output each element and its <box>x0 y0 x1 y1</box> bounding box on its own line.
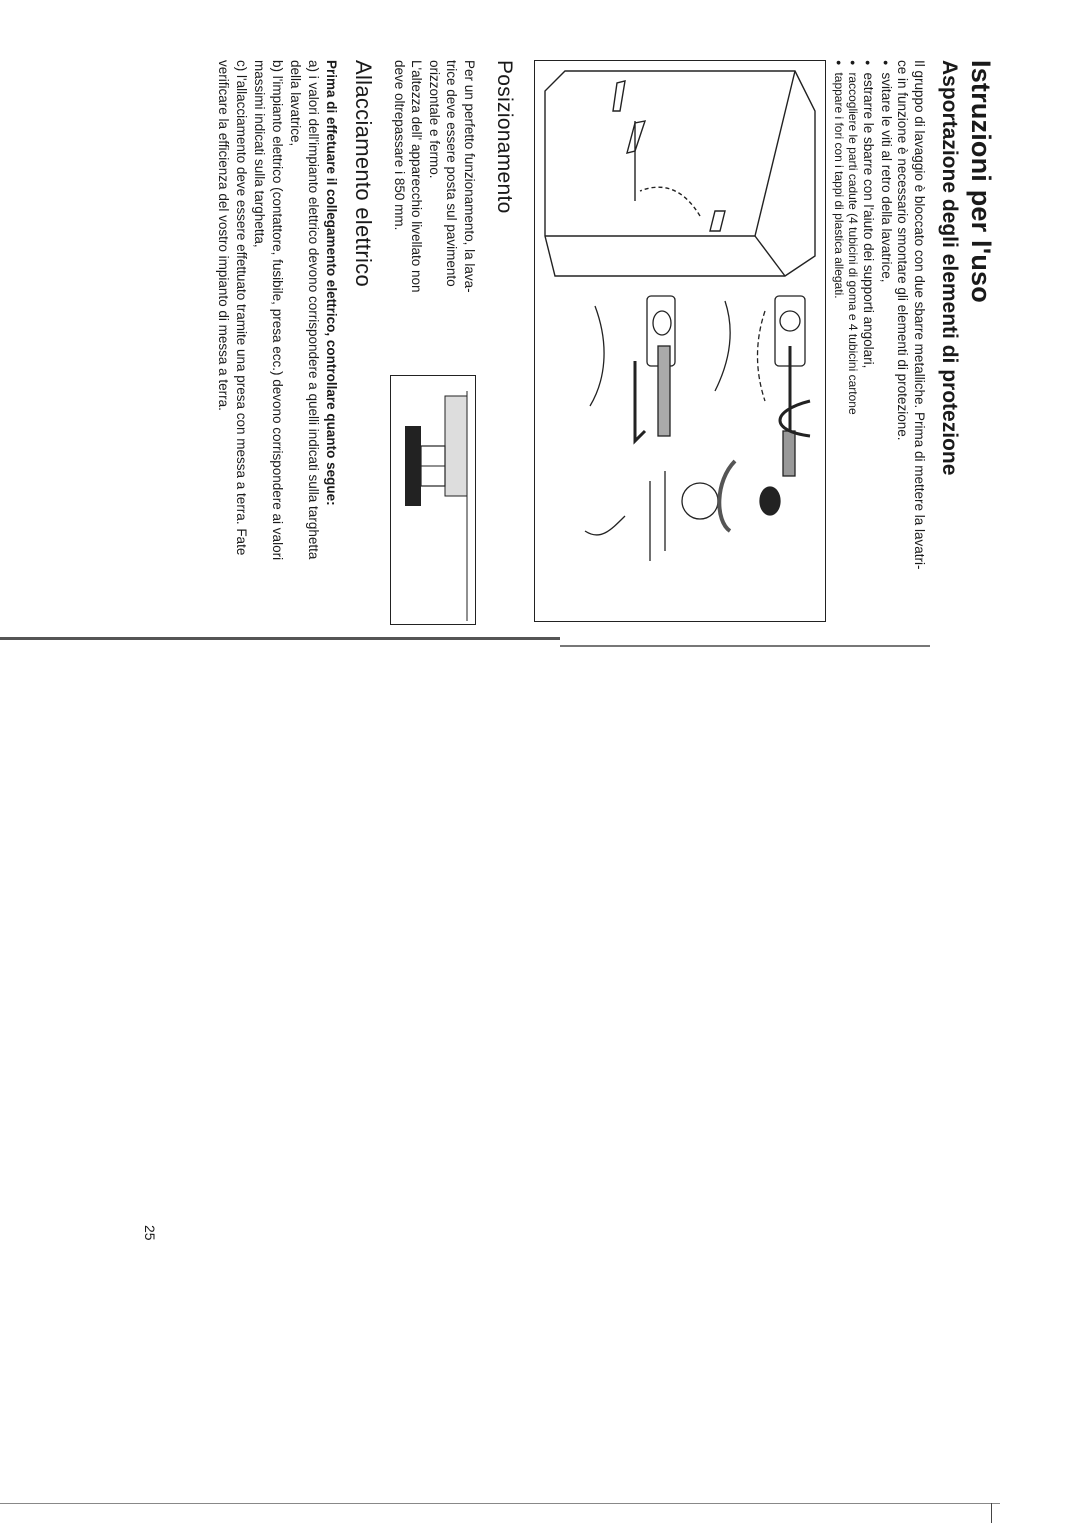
screw-removal-drawing <box>715 296 810 476</box>
intro-line: Il gruppo di lavaggio è bloccato con due sbarre metalliche. Prima di mettere la lavatri- <box>912 60 927 570</box>
list-item: ● svitare le viti al retro della lavatrice, <box>877 60 895 620</box>
positioning-line: orizzontale e fermo. <box>427 60 442 179</box>
electrical-item-a: della lavatrice, <box>288 60 303 147</box>
list-item: ● estrarre le sbarre con l'aiuto dei supporti angolari, <box>859 60 877 620</box>
electrical-item-c: c) l'allacciamento deve essere effettuato tramite una presa con messa a terra. Fate <box>234 60 249 556</box>
list-item: ● raccogliere le parti cadute (4 tubicini di goma e 4 tubicini cartone <box>845 60 859 620</box>
scan-bottom-edge <box>0 1503 1000 1504</box>
electrical-item-b: b) l'impianto elettrico (contattore, fusibile, presa ecc.) devono corrispondere ai valori <box>270 60 285 561</box>
positioning-line: Per un perfetto funzionamento, la lava- <box>462 60 477 293</box>
section-heading-positioning: Posizionamento <box>493 60 516 214</box>
section-electrical-body <box>214 60 340 625</box>
plug-insertion-drawing <box>585 461 780 561</box>
intro-line: ce in funzione è necessario smontare gli elementi di protezione. <box>895 60 911 441</box>
bar-extraction-drawing <box>590 296 675 441</box>
section-heading-protection: Asportazione degli elementi di protezione <box>938 60 961 476</box>
electrical-item-b: massimi indicati sulla targhetta, <box>252 60 267 248</box>
instructions-column <box>831 60 996 620</box>
section-positioning-body <box>391 60 479 360</box>
bullet-list <box>859 60 894 620</box>
removal-illustration <box>534 60 826 622</box>
rotated-page <box>4 30 1004 1250</box>
page-number: 25 <box>142 1225 158 1241</box>
list-item: ● tappare i fori con i tappi di plastica allegati. <box>831 60 845 620</box>
electrical-item-c: verificare la efficienza del vostro impianto di messa a terra. <box>216 60 231 411</box>
positioning-line: trice deve essere posta sul pavimento <box>444 60 460 287</box>
electrical-lead: Prima di effetuare il collegamento elettrico, controllare quanto segue: <box>324 60 339 506</box>
section-protection-body <box>831 60 927 620</box>
bullet-list-small <box>831 60 859 620</box>
positioning-line: L'altezza dell' apparecchio livellato non <box>409 60 425 293</box>
leveling-foot-drawing <box>391 376 475 624</box>
scan-bottom-tick <box>991 1503 992 1523</box>
removal-drawing <box>535 61 825 621</box>
electrical-item-a: a) i valori dell'impianto elettrico devono corrispondere a quelli indicati sulla targhetta <box>306 60 321 560</box>
section-heading-electrical: Allacciamento elettrico <box>351 60 376 287</box>
machine-box-drawing <box>545 71 815 276</box>
foot-detail-illustration <box>390 375 476 625</box>
page-title: Istruzioni per l'uso <box>966 60 996 303</box>
positioning-line: deve oltrepassare i 850 mm. <box>392 60 407 231</box>
